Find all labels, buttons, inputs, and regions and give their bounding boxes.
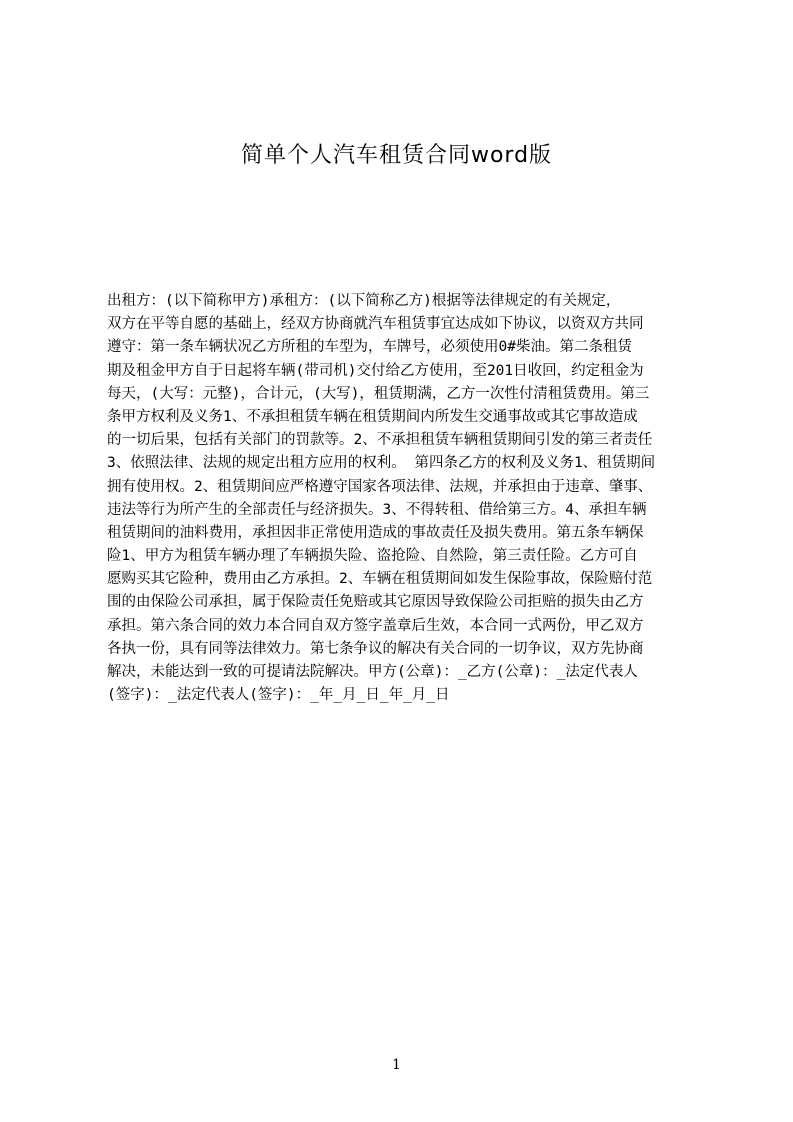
body-line: 围的由保险公司承担，属于保险责任免赔或其它原因导致保险公司拒赔的损失由乙方 [107,594,644,611]
body-line: 每天，(大写：元整)，合计元，(大写)，租赁期满，乙方一次性付清租赁费用。第三 [107,385,650,402]
body-line: 期及租金甲方自于日起将车辆(带司机)交付给乙方使用，至201日收回，约定租金为 [107,362,644,379]
body-line: 险1、甲方为租赁车辆办理了车辆损失险、盗抢险、自然险，第三责任险。乙方可自 [107,548,638,565]
body-line: 解决，未能达到一致的可提请法院解决。甲方(公章)：_乙方(公章)：_法定代表人 [107,664,638,680]
contract-body [107,290,697,770]
body-line: 双方在平等自愿的基础上，经双方协商就汽车租赁事宜达成如下协议，以资双方共同 [107,316,644,333]
body-line: 拥有使用权。2、租赁期间应严格遵守国家各项法律、法规，并承担由于违章、肇事、 [107,478,653,495]
body-line: 承担。第六条合同的效力本合同自双方签字盖章后生效，本合同一式两份，甲乙双方 [107,617,644,634]
body-line: (签字)：_法定代表人(签字)：_年_月_日_年_月_日 [107,687,450,704]
body-line: 遵守：第一条车辆状况乙方所租的车型为，车牌号，必须使用0#柴油。第二条租赁 [107,339,632,356]
body-line: 的一切后果，包括有关部门的罚款等。2、不承担租赁车辆租赁期间引发的第三者责任 [107,432,653,449]
body-line: 出租方：(以下简称甲方)承租方：(以下简称乙方)根据等法律规定的有关规定， [107,293,621,309]
body-line: 愿购买其它险种，费用由乙方承担。2、车辆在租赁期间如发生保险事故，保险赔付范 [107,571,653,588]
body-line: 租赁期间的油料费用，承担因非正常使用造成的事故责任及损失费用。第五条车辆保 [107,524,644,541]
body-line: 各执一份，具有同等法律效力。第七条争议的解决有关合同的一切争议，双方先协商 [107,640,644,657]
body-line: 条甲方权利及义务1、不承担租赁车辆在租赁期间内所发生交通事故或其它事故造成 [107,408,638,425]
body-line: 3、依照法律、法规的规定出租方应用的权利。 第四条乙方的权利及义务1、租赁期间 [107,455,656,472]
document-title: 简单个人汽车租赁合同word版 [240,143,553,168]
body-line: 违法等行为所产生的全部责任与经济损失。3、不得转租、借给第三方。4、承担车辆 [107,501,647,518]
page-number: 1 [392,1057,401,1073]
